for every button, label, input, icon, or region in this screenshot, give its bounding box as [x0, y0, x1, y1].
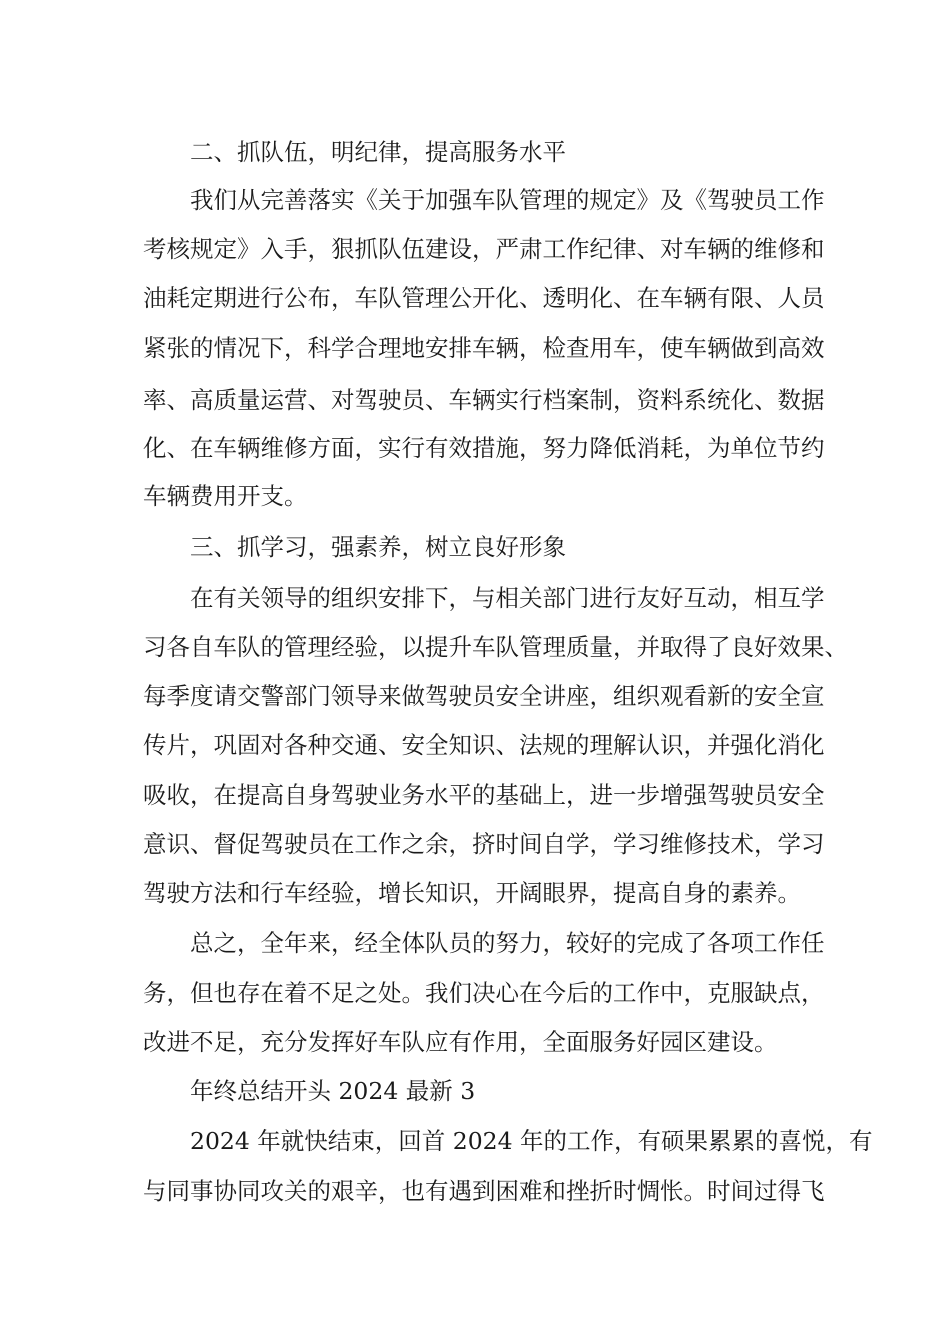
paragraph-line: 改进不足，充分发挥好车队应有作用，全面服务好园区建设。 [143, 1028, 778, 1056]
paragraph-line: 率、高质量运营、对驾驶员、车辆实行档案制，资料系统化、数据 [143, 386, 825, 414]
paragraph-line: 油耗定期进行公布，车队管理公开化、透明化、在车辆有限、人员 [143, 284, 825, 312]
paragraph-line: 车辆费用开支。 [143, 482, 308, 510]
paragraph-line: 习各自车队的管理经验，以提升车队管理质量，并取得了良好效果、 [143, 633, 848, 661]
paragraph-line: 紧张的情况下，科学合理地安排车辆，检查用车，使车辆做到高效 [143, 334, 825, 362]
paragraph-line: 我们从完善落实《关于加强车队管理的规定》及《驾驶员工作 [190, 186, 825, 214]
paragraph-line: 每季度请交警部门领导来做驾驶员安全讲座，组织观看新的安全宣 [143, 682, 825, 710]
paragraph-line: 意识、督促驾驶员在工作之余，挤时间自学，学习维修技术，学习 [143, 830, 825, 858]
heading-summary-title: 年终总结开头 2024 最新 3 [190, 1077, 476, 1105]
paragraph-line: 传片，巩固对各种交通、安全知识、法规的理解认识，并强化消化 [143, 731, 825, 759]
paragraph-line: 总之，全年来，经全体队员的努力，较好的完成了各项工作任 [190, 929, 825, 957]
paragraph-line: 吸收，在提高自身驾驶业务水平的基础上，进一步增强驾驶员安全 [143, 781, 825, 809]
paragraph-line: 与同事协同攻关的艰辛，也有遇到困难和挫折时惆怅。时间过得飞 [143, 1177, 825, 1205]
paragraph-line: 驾驶方法和行车经验，增长知识，开阔眼界，提高自身的素养。 [143, 879, 801, 907]
paragraph-line: 考核规定》入手，狠抓队伍建设，严肃工作纪律、对车辆的维修和 [143, 235, 825, 263]
paragraph-line: 务，但也存在着不足之处。我们决心在今后的工作中，克服缺点， [143, 979, 825, 1007]
paragraph-line: 2024 年就快结束，回首 2024 年的工作，有硕果累累的喜悦，有 [190, 1127, 873, 1155]
heading-section-three: 三、抓学习，强素养，树立良好形象 [190, 533, 566, 561]
heading-section-two: 二、抓队伍，明纪律，提高服务水平 [190, 138, 566, 166]
paragraph-line: 在有关领导的组织安排下，与相关部门进行友好互动，相互学 [190, 584, 825, 612]
paragraph-line: 化、在车辆维修方面，实行有效措施，努力降低消耗，为单位节约 [143, 434, 825, 462]
